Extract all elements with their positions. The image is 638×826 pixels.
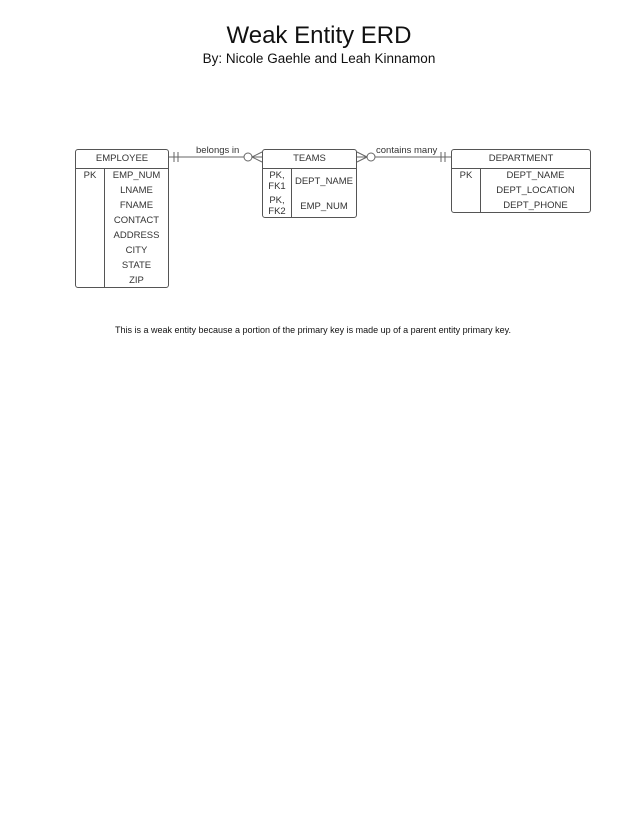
key-label: PK	[459, 170, 473, 181]
attribute-label: FNAME	[119, 200, 154, 211]
attribute-label: DEPT_NAME	[506, 170, 565, 181]
key-label: PK	[83, 170, 97, 181]
teams-entity-name: TEAMS	[263, 150, 356, 169]
department-entity[interactable]	[451, 149, 591, 213]
attribute-label: DEPT_PHONE	[503, 200, 568, 211]
attribute-label: EMP_NUM	[300, 201, 348, 212]
crows-foot-upper-2	[357, 152, 367, 157]
diagram-subtitle: By: Nicole Gaehle and Leah Kinnamon	[202, 51, 436, 66]
attribute-label: STATE	[121, 260, 152, 271]
department-entity-name: DEPARTMENT	[452, 150, 590, 169]
diagram-title: Weak Entity ERD	[226, 22, 412, 49]
attribute-label: LNAME	[120, 185, 153, 196]
key-label: PK, FK2	[268, 195, 286, 217]
attribute-label: EMP_NUM	[112, 170, 161, 181]
employee-entity[interactable]	[75, 149, 169, 288]
contains-many-label: contains many	[376, 145, 438, 156]
employee-entity-name: EMPLOYEE	[76, 150, 168, 169]
attribute-label: DEPT_NAME	[294, 176, 354, 187]
zero-circle-2	[367, 153, 375, 161]
attribute-label: CITY	[125, 245, 148, 256]
attribute-label: DEPT_LOCATION	[496, 185, 575, 196]
attribute-label: ZIP	[129, 275, 144, 286]
attribute-label: ADDRESS	[113, 230, 160, 241]
belongs-in-label: belongs in	[196, 145, 240, 156]
crows-foot-lower-2	[357, 157, 367, 162]
explanation-note: This is a weak entity because a portion of the primary key is made up of a parent entity primary key.	[114, 325, 512, 335]
crows-foot-lower	[252, 157, 262, 162]
key-label: PK, FK1	[268, 170, 286, 192]
teams-entity[interactable]	[262, 149, 357, 218]
crows-foot-upper	[252, 152, 262, 157]
key-column	[76, 169, 105, 288]
zero-circle	[244, 153, 252, 161]
attribute-label: CONTACT	[113, 215, 160, 226]
